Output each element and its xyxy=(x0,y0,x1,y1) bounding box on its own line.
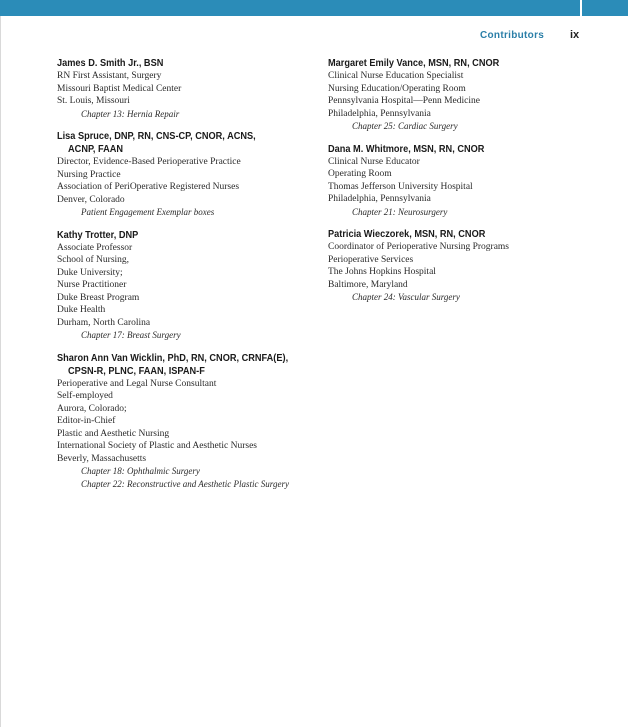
contributor-entry xyxy=(57,229,319,342)
affiliation-line: Association of PeriOperative Registered Nurses xyxy=(57,182,240,192)
page-number: ix xyxy=(570,29,580,41)
affiliation-line: Clinical Nurse Education Specialist xyxy=(328,71,464,81)
affiliation-line: Denver, Colorado xyxy=(57,194,125,205)
chapter-credit: Chapter 13: Hernia Repair xyxy=(81,108,180,119)
contributor-name: Kathy Trotter, DNP xyxy=(57,229,139,241)
affiliation-line: Perioperative Services xyxy=(328,254,414,265)
affiliation-line: Associate Professor xyxy=(57,242,133,253)
affiliation-line: Clinical Nurse Educator xyxy=(328,156,420,167)
affiliation-line: Editor-in-Chief xyxy=(57,416,116,426)
contributor-entry xyxy=(328,57,598,133)
affiliation-line: Perioperative and Legal Nurse Consultant xyxy=(57,378,217,389)
affiliation-line: Coordinator of Perioperative Nursing Programs xyxy=(328,242,509,252)
affiliation-line: Director, Evidence-Based Perioperative Practice xyxy=(57,157,241,167)
contributor-name: Dana M. Whitmore, MSN, RN, CNOR xyxy=(328,143,485,155)
affiliation-line: Beverly, Massachusetts xyxy=(57,453,147,464)
contributor-name: Patricia Wieczorek, MSN, RN, CNOR xyxy=(328,229,486,240)
affiliation-line: Nurse Practitioner xyxy=(57,280,127,290)
contributor-entry xyxy=(57,130,319,219)
affiliation-line: St. Louis, Missouri xyxy=(57,96,130,106)
affiliation-line: Duke University; xyxy=(57,267,123,278)
affiliation-line: Nursing Education/Operating Room xyxy=(328,83,466,94)
contributor-name: James D. Smith Jr., BSN xyxy=(57,58,164,69)
affiliation-line: Thomas Jefferson University Hospital xyxy=(328,181,473,192)
contributor-entry xyxy=(57,352,319,491)
contributor-name: ACNP, FAAN xyxy=(68,144,124,155)
chapter-credit: Chapter 25: Cardiac Surgery xyxy=(352,121,458,131)
chapter-credit: Patient Engagement Exemplar boxes xyxy=(81,207,215,217)
affiliation-line: Durham, North Carolina xyxy=(57,317,151,328)
chapter-credit: Chapter 21: Neurosurgery xyxy=(352,206,448,217)
contributor-name: Lisa Spruce, DNP, RN, CNS-CP, CNOR, ACNS, xyxy=(57,131,256,142)
running-head: Contributors xyxy=(480,30,545,41)
affiliation-line: International Society of Plastic and Aesthetic Nurses xyxy=(57,441,257,451)
affiliation-line: Pennsylvania Hospital—Penn Medicine xyxy=(328,96,480,106)
affiliation-line: Philadelphia, Pennsylvania xyxy=(328,108,431,119)
contributor-name: CPSN-R, PLNC, FAAN, ISPAN-F xyxy=(68,365,205,377)
affiliation-line: The Johns Hopkins Hospital xyxy=(328,267,436,277)
affiliation-line: Duke Health xyxy=(57,305,106,315)
chapter-credit: Chapter 17: Breast Surgery xyxy=(81,330,181,340)
affiliation-line: Missouri Baptist Medical Center xyxy=(57,83,182,94)
affiliation-line: Baltimore, Maryland xyxy=(328,279,408,290)
right-column xyxy=(328,57,598,314)
affiliation-line: RN First Assistant, Surgery xyxy=(57,71,162,81)
header-bar xyxy=(0,0,580,16)
page-edge-rule xyxy=(0,16,1,727)
affiliation-line: Aurora, Colorado; xyxy=(57,403,127,414)
chapter-credit: Chapter 24: Vascular Surgery xyxy=(352,292,460,302)
affiliation-line: Self-employed xyxy=(57,391,113,401)
left-column xyxy=(57,57,319,500)
contributor-entry xyxy=(328,228,598,304)
contributor-entry xyxy=(328,143,598,219)
affiliation-line: Operating Room xyxy=(328,169,392,179)
affiliation-line: Duke Breast Program xyxy=(57,292,140,303)
contributor-entry xyxy=(57,57,319,120)
affiliation-line: Plastic and Aesthetic Nursing xyxy=(57,428,170,439)
chapter-credit: Chapter 18: Ophthalmic Surgery xyxy=(81,466,200,476)
chapter-credit: Chapter 22: Reconstructive and Aesthetic Plastic Surgery xyxy=(81,478,289,489)
affiliation-line: School of Nursing, xyxy=(57,255,130,265)
header-bar-tab xyxy=(582,0,628,16)
affiliation-line: Philadelphia, Pennsylvania xyxy=(328,194,431,204)
contributor-name: Sharon Ann Van Wicklin, PhD, RN, CNOR, CRNFA(E), xyxy=(57,352,289,364)
contributor-name: Margaret Emily Vance, MSN, RN, CNOR xyxy=(328,58,500,69)
affiliation-line: Nursing Practice xyxy=(57,169,121,180)
